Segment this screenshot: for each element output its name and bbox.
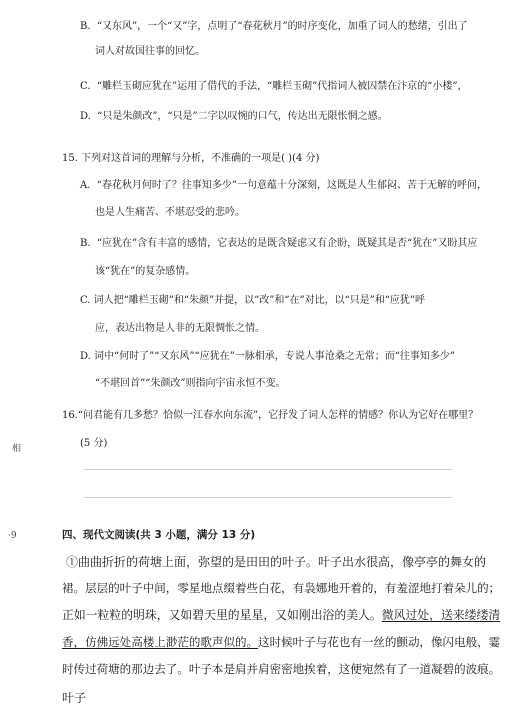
question-15-stem: 15. 下列对这首词的理解与分析，不准确的一项是( )(4 分) — [62, 153, 320, 164]
q15-option-a-cont: 也是人生痛苦、不堪忍受的悲吟。 — [95, 207, 245, 218]
passage-line-3: 正如一粒粒的明珠，又如碧天里的星星，又如刚出浴的美人。微风过处，送来缕缕清 — [62, 608, 501, 622]
q15-option-d: D. 词中“何时了”“又东风”“应犹在”一脉相承，专说人事沧桑之无常；而“往事知多少” — [80, 351, 455, 362]
question-16-stem: 16.“问君能有几多愁？恰似一江春水向东流”，它抒发了词人怎样的情感？你认为它好在哪里？ — [62, 410, 479, 421]
question-16-score: (5 分) — [80, 438, 108, 449]
passage-line-2: 裙。层层的叶子中间，零星地点缀着些白花，有袅娜地开着的，有羞涩地打着朵儿的； — [62, 581, 501, 595]
q15-option-b: B. “应犹在”含有丰富的感情，它表达的是既含疑虑又有企盼，既疑其是否“犹在”又盼其应 — [80, 238, 478, 249]
q15-option-a: A. “春花秋月何时了？往事知多少”一句意蕴十分深刻，这既是人生郁闷、苦于无解的呼问， — [80, 180, 487, 191]
q15-option-c-cont: 应，表达出物是人非的无限惆怅之情。 — [95, 323, 265, 334]
passage-line-6: 叶子 — [62, 691, 87, 705]
q15-option-d-cont: “不堪回首”“朱颜改”则指向宇宙永恒不变。 — [95, 378, 286, 389]
section-4-title: 四、现代文阅读(共 3 小题，满分 13 分) — [62, 529, 256, 541]
passage-line-1: ①曲曲折折的荷塘上面，弥望的是田田的叶子。叶子出水很高，像亭亭的舞女的 — [66, 555, 487, 569]
prev-option-b-cont: 词人对故国往事的回忆。 — [95, 46, 205, 57]
q15-option-c: C. 词人把“雕栏玉砌”和“朱颜”并提，以“改”和“在”对比，以“只是”和“应犹”呼 — [80, 295, 426, 306]
q15-option-b-cont: 该“犹在”的复杂感情。 — [95, 266, 196, 277]
underlined-sentence-part-1: 微风过处，送来缕缕清 — [381, 608, 501, 622]
passage-line-4: 香，仿佛远处高楼上渺茫的歌声似的。这时候叶子与花也有一丝的颤动，像闪电般，霎 — [62, 635, 501, 649]
prev-option-d: D. “只是朱颜改”，“只是”二字以叹惋的口气，传达出无限怅惘之感。 — [80, 111, 388, 122]
margin-mark-1: 相 — [12, 444, 22, 454]
prev-option-c: C. “雕栏玉砌应犹在”运用了借代的手法，“雕栏玉砌”代指词人被囚禁在汴京的“小楼”， — [80, 81, 468, 92]
prev-option-b: B. “又东风”，一个“又”字，点明了“春花秋月”的时序变化，加重了词人的愁绪，引出了 — [80, 21, 468, 32]
underlined-sentence-part-2: 香，仿佛远处高楼上渺茫的歌声似的。 — [62, 635, 259, 649]
passage-line-5: 时传过荷塘的那边去了。叶子本是肩并肩密密地挨着，这便宛然有了一道凝碧的波痕。 — [62, 662, 501, 676]
answer-line-2[interactable] — [84, 497, 452, 498]
margin-mark-2: ·9 — [8, 531, 17, 541]
answer-line-1[interactable] — [84, 469, 452, 470]
